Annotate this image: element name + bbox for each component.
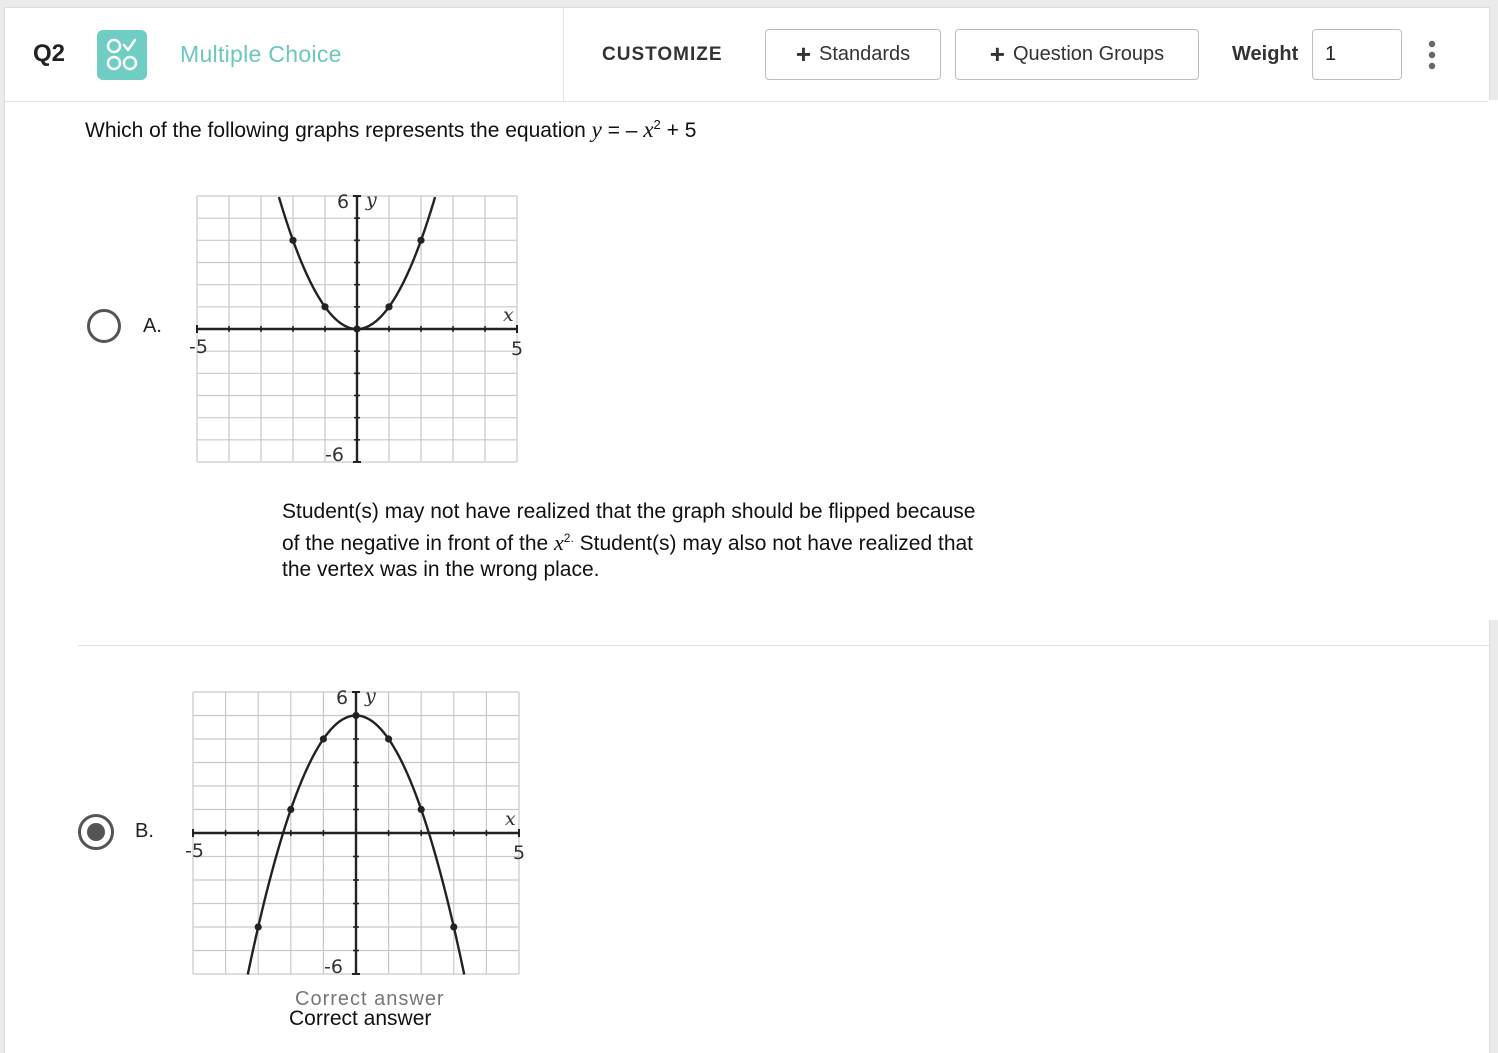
- weight-input[interactable]: [1312, 29, 1402, 80]
- question-number: Q2: [33, 40, 66, 67]
- question-header: [5, 8, 1489, 102]
- question-card: [4, 7, 1490, 1053]
- radio-selected-dot: [87, 823, 105, 841]
- question-type-label: Multiple Choice: [180, 41, 342, 67]
- option-b-graph[interactable]: [175, 676, 530, 981]
- more-options-icon[interactable]: [1418, 38, 1446, 74]
- curve-point: [353, 325, 360, 332]
- question-suffix: + 5: [660, 119, 697, 142]
- x-min-label: -5: [185, 840, 204, 862]
- plus-icon: +: [795, 38, 811, 69]
- curve-point: [450, 923, 457, 930]
- option-a-graph[interactable]: [180, 180, 525, 470]
- add-standards-label: Standards: [819, 43, 911, 65]
- x-axis-label: x: [503, 304, 514, 326]
- x-min-label: -5: [189, 336, 208, 358]
- y-max-label: 6: [337, 191, 350, 213]
- multiple-choice-icon: [97, 30, 147, 80]
- feedback-part1: Student(s) may not have realized that the graph should be flipped because of the negative in front of the: [282, 500, 976, 555]
- curve-point: [287, 806, 294, 813]
- option-b-radio[interactable]: [78, 814, 114, 850]
- weight-label: Weight: [1232, 43, 1299, 65]
- correct-answer-ghost: Correct answer: [295, 988, 445, 1010]
- x-max-label: 5: [513, 842, 526, 864]
- question-exponent: 2: [653, 117, 661, 132]
- question-prefix: Which of the following graphs represents the equation: [85, 119, 586, 142]
- curve-point: [352, 712, 359, 719]
- curve-point: [418, 806, 425, 813]
- option-b-label[interactable]: B.: [135, 820, 154, 842]
- y-min-label: -6: [324, 956, 343, 978]
- feedback-sup: 2.: [563, 531, 574, 545]
- header-divider: [563, 8, 564, 101]
- x-max-label: 5: [511, 338, 524, 360]
- question-equals: = –: [601, 119, 644, 142]
- question-y-var: y: [591, 117, 602, 142]
- add-question-groups-button[interactable]: [955, 29, 1199, 80]
- x-axis-label: x: [505, 808, 516, 830]
- y-axis-label: y: [366, 189, 377, 211]
- curve-point: [255, 923, 262, 930]
- question-x-var: x: [643, 117, 654, 142]
- curve-point: [417, 237, 424, 244]
- plus-icon: +: [989, 38, 1005, 69]
- y-min-label: -6: [325, 444, 344, 466]
- graph-a-svg: [180, 180, 525, 465]
- add-standards-button[interactable]: [765, 29, 941, 80]
- curve-point: [385, 735, 392, 742]
- feedback-x-var: x: [554, 530, 564, 555]
- curve-point: [289, 237, 296, 244]
- y-max-label: 6: [336, 687, 349, 709]
- scrollbar-track[interactable]: [1488, 100, 1498, 620]
- curve-point: [320, 735, 327, 742]
- option-divider: [78, 645, 1489, 646]
- add-question-groups-label: Question Groups: [1012, 43, 1165, 65]
- curve-point: [321, 303, 328, 310]
- option-a-radio[interactable]: [87, 309, 121, 343]
- curve-point: [385, 303, 392, 310]
- feedback-part2: Student(s) may also not have realized that the vertex was in the wrong place.: [282, 532, 974, 581]
- graph-b-svg: [175, 676, 530, 976]
- correct-answer-label: Correct answer: [289, 1007, 432, 1030]
- option-a-feedback: [282, 499, 982, 583]
- y-axis-label: y: [365, 685, 376, 707]
- option-a-label[interactable]: A.: [143, 315, 162, 337]
- question-text: [85, 117, 696, 143]
- customize-button[interactable]: CUSTOMIZE: [602, 44, 723, 65]
